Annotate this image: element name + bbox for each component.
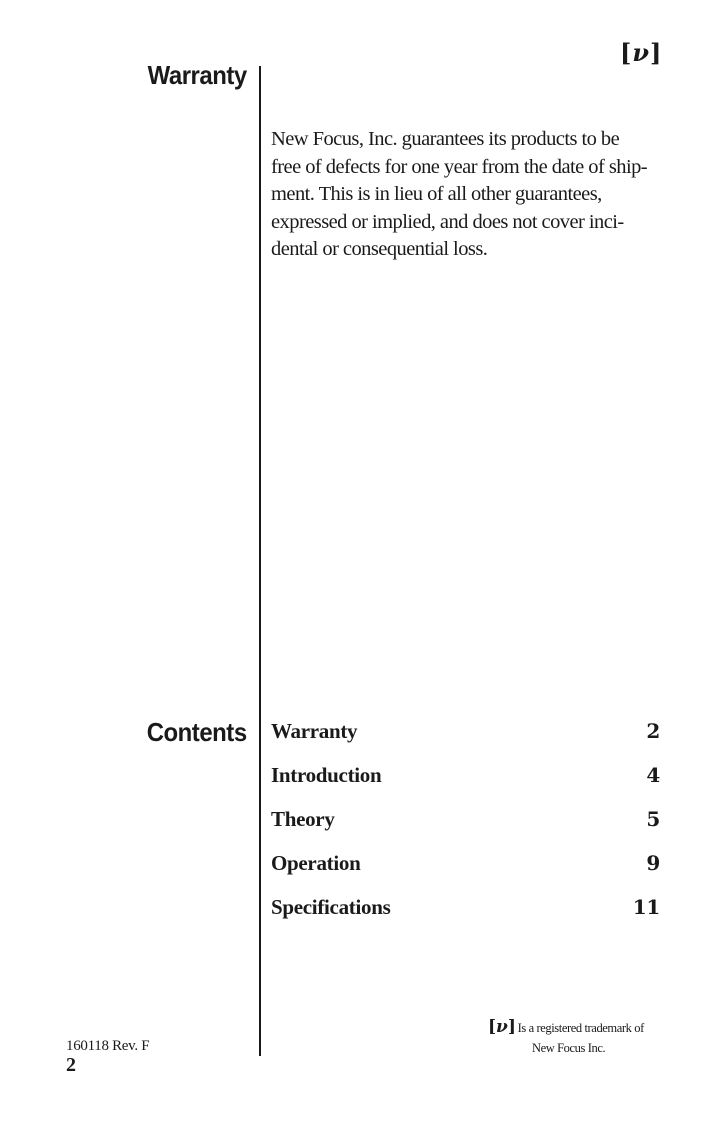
- toc-entry-title: Specifications: [271, 895, 391, 919]
- warranty-line: dental or consequential loss.: [271, 238, 488, 261]
- trademark-notice: [488, 1017, 668, 1058]
- trademark-text: Is a registered trademark of: [517, 1021, 644, 1035]
- page-number: 2: [66, 1054, 76, 1076]
- nu-logo-small-icon: [ν]: [488, 1017, 515, 1037]
- contents-heading: Contents: [147, 717, 247, 747]
- toc-entry-page: 5: [646, 807, 660, 831]
- warranty-line: ment. This is in lieu of all other guarantees,: [271, 183, 602, 206]
- warranty-paragraph: [271, 126, 671, 264]
- warranty-line: free of defects for one year from the date of ship-: [271, 155, 648, 178]
- warranty-line: New Focus, Inc. guarantees its products to be: [271, 128, 620, 150]
- toc-entry-warranty[interactable]: [271, 719, 660, 763]
- logo-symbol: ν: [632, 38, 649, 67]
- warranty-line: expressed or implied, and does not cover inci-: [271, 210, 624, 233]
- table-of-contents: [271, 719, 660, 939]
- warranty-heading: Warranty: [147, 60, 247, 90]
- logo-bracket-right: ]: [650, 38, 661, 67]
- logo-symbol-small: ν: [496, 1017, 507, 1037]
- toc-entry-operation[interactable]: [271, 851, 660, 895]
- toc-entry-title: Introduction: [271, 763, 382, 787]
- nu-logo-icon: [620, 38, 660, 67]
- toc-entry-page: 9: [646, 851, 660, 875]
- toc-entry-title: Warranty: [271, 719, 358, 743]
- toc-entry-page: 11: [632, 895, 660, 919]
- toc-entry-title: Theory: [271, 807, 335, 831]
- toc-entry-page: 4: [646, 763, 660, 787]
- logo-bracket-left: [: [620, 38, 631, 67]
- toc-entry-specifications[interactable]: [271, 895, 660, 939]
- toc-entry-theory[interactable]: [271, 807, 660, 851]
- trademark-company: New Focus Inc.: [532, 1041, 606, 1055]
- toc-entry-page: 2: [646, 719, 660, 743]
- vertical-rule: [259, 66, 261, 1056]
- document-number: 160118 Rev. F: [66, 1038, 150, 1054]
- toc-entry-title: Operation: [271, 851, 361, 875]
- toc-entry-introduction[interactable]: [271, 763, 660, 807]
